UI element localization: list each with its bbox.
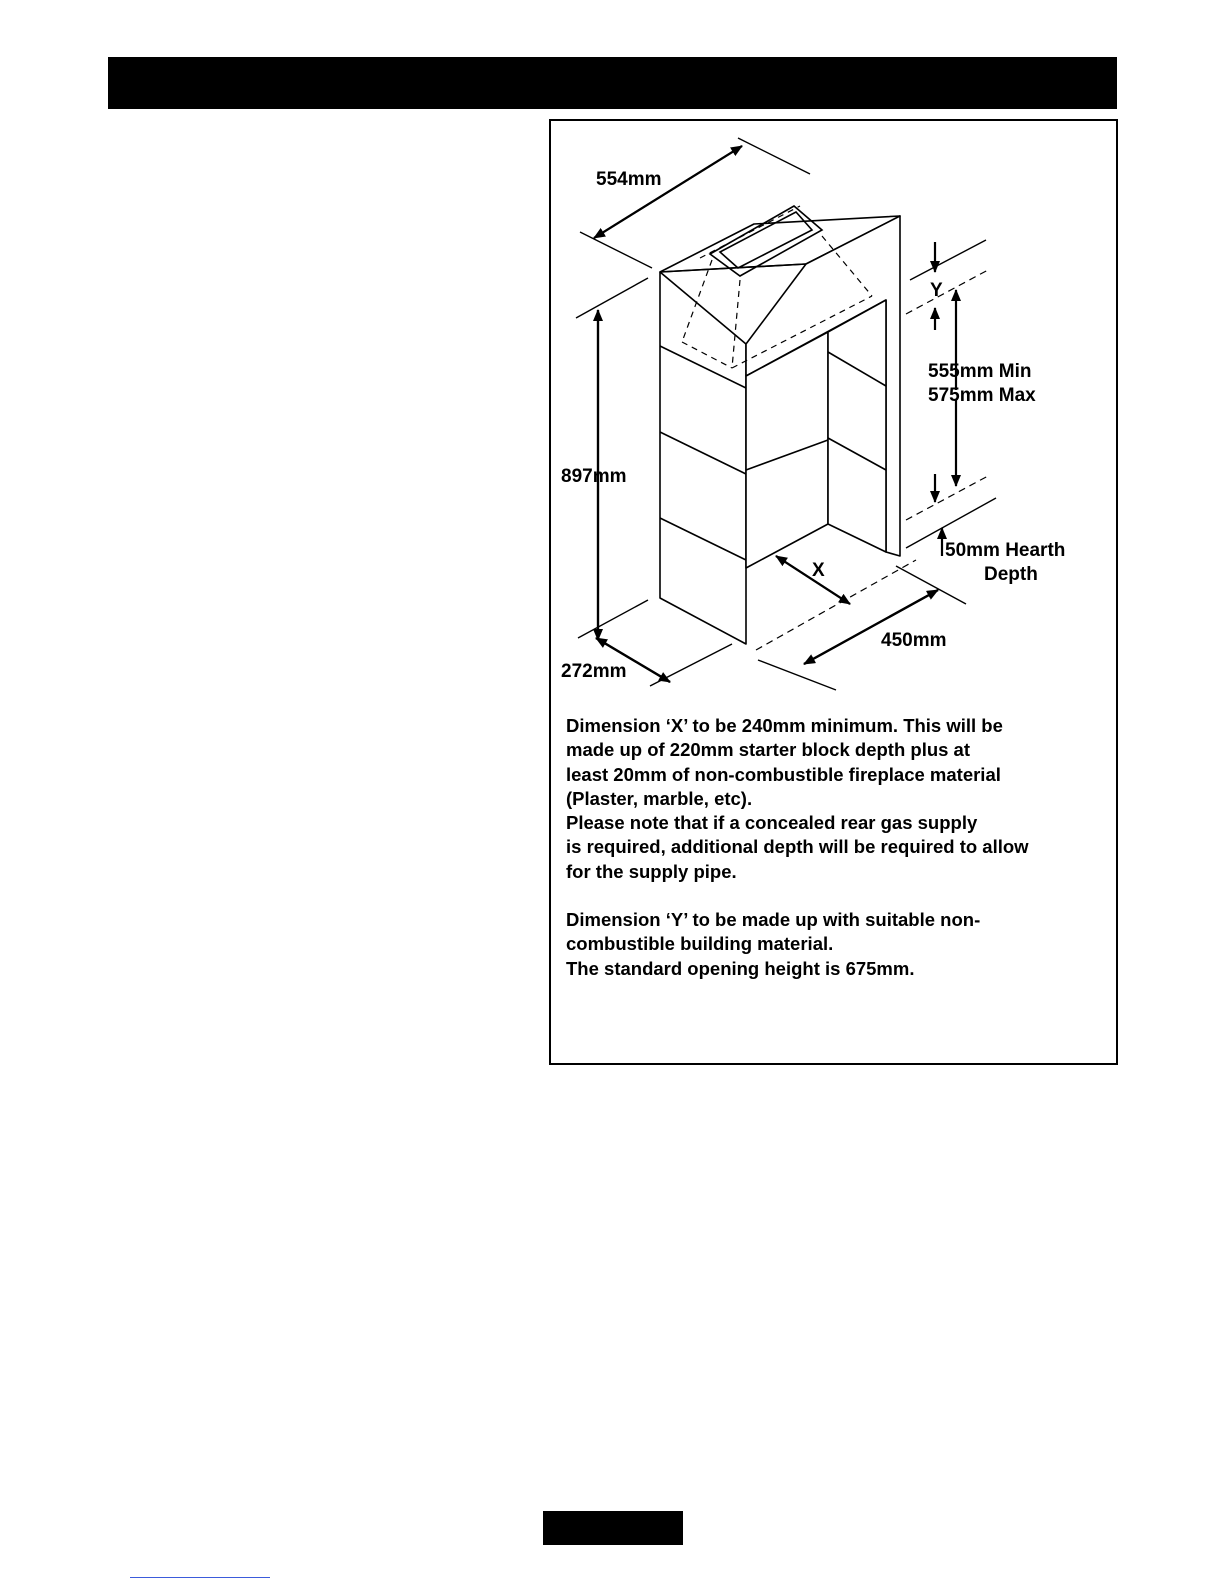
label-x: X — [812, 560, 825, 581]
note-line: for the supply pipe. — [566, 860, 737, 882]
page-number-tab — [543, 1511, 683, 1545]
label-554mm: 554mm — [596, 169, 662, 190]
footer-rule — [130, 1577, 270, 1578]
note-line: made up of 220mm starter block depth plus at — [566, 739, 971, 761]
label-hearth-1: 50mm Hearth — [945, 540, 1066, 561]
label-897mm: 897mm — [561, 466, 627, 487]
label-opening-min: 555mm Min — [928, 361, 1032, 382]
note-line: least 20mm of non-combustible fireplace material — [566, 763, 1001, 785]
note-line: The standard opening height is 675mm. — [566, 957, 915, 979]
label-opening-max: 575mm Max — [928, 385, 1036, 406]
dimension-notes — [566, 714, 1111, 981]
note-line: combustible building material. — [566, 933, 834, 955]
note-line: Dimension ‘Y’ to be made up with suitable non- — [566, 909, 981, 931]
note-line: Please note that if a concealed rear gas supply — [566, 812, 978, 834]
label-y: Y — [930, 280, 943, 301]
label-450mm: 450mm — [881, 630, 947, 651]
note-line: (Plaster, marble, etc). — [566, 787, 753, 809]
label-hearth-2: Depth — [984, 564, 1038, 585]
chamber-outline — [660, 216, 900, 644]
label-272mm: 272mm — [561, 661, 627, 682]
note-line: Dimension ‘X’ to be 240mm minimum. This will be — [566, 715, 1003, 736]
note-line: is required, additional depth will be required to allow — [566, 836, 1029, 858]
